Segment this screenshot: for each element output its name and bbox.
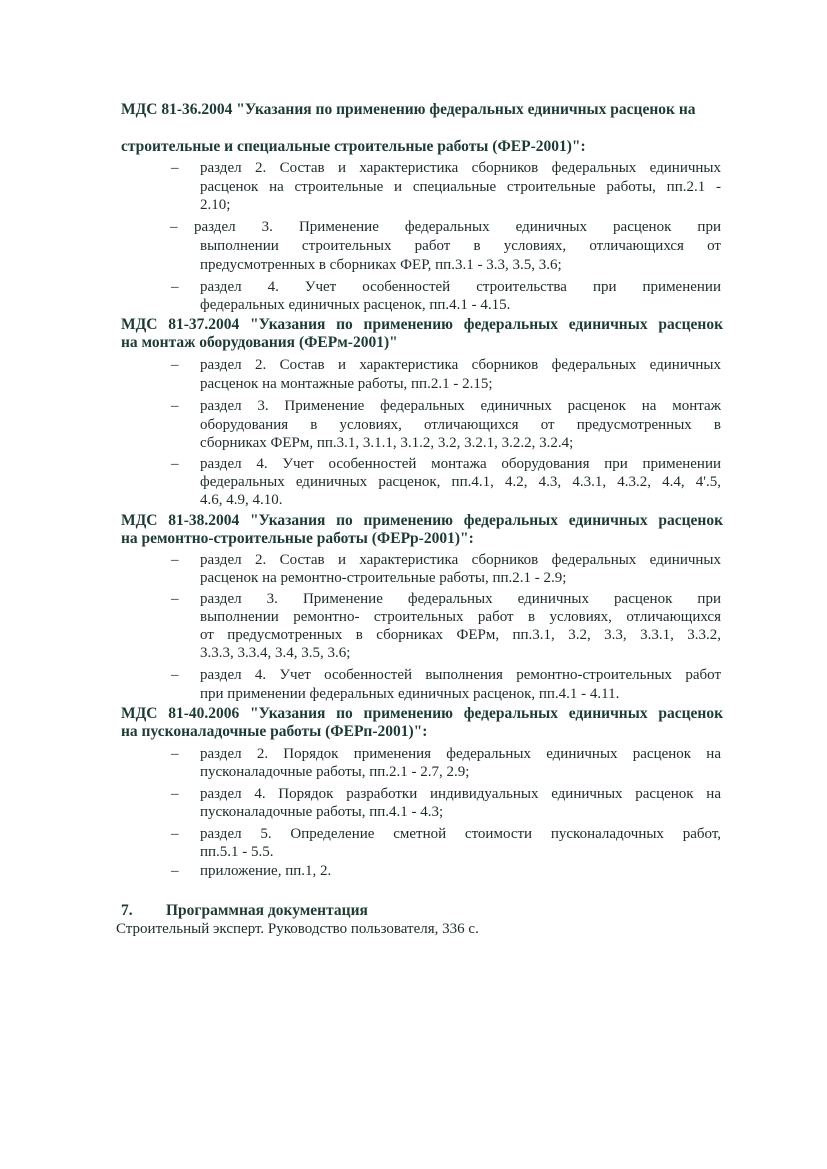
mds-36-heading-line-1: МДС 81-36.2004 "Указания по применению федеральных единичных расценок на <box>121 101 696 118</box>
list-item-line: выполнении ремонтно- строительных работ в условиях, отличающихся <box>200 609 721 625</box>
list-bullet: – <box>171 552 179 568</box>
list-item-line: от предусмотренных в сборниках ФЕРм, пп.3.1, 3.2, 3.3, 3.3.1, 3.3.2, <box>200 627 721 643</box>
list-item-line: 3.3.3, 3.3.4, 3.4, 3.5, 3.6; <box>200 645 351 661</box>
list-item-line: раздел 3. Применение федеральных единичных расценок при <box>194 219 721 235</box>
section-number: 7. <box>121 902 133 919</box>
list-item-line: раздел 2. Состав и характеристика сборников федеральных единичных <box>200 357 721 373</box>
list-item-line: пусконаладочные работы, пп.4.1 - 4.3; <box>200 804 444 820</box>
list-bullet: – <box>171 160 179 176</box>
list-item-line: при применении федеральных единичных расценок, пп.4.1 - 4.11. <box>200 686 620 702</box>
section-title: Программная документация <box>166 902 368 919</box>
list-item-line: расценок на строительные и специальные строительные работы, пп.2.1 - <box>200 179 721 195</box>
list-bullet: – <box>171 591 179 607</box>
mds-37-heading-line-2: на монтаж оборудования (ФЕРм-2001)" <box>121 334 398 351</box>
list-bullet: – <box>171 786 179 802</box>
mds-36-heading-line-2: строительные и специальные строительные работы (ФЕР-2001)": <box>121 138 586 155</box>
list-item-line: раздел 2. Порядок применения федеральных единичных расценок на <box>200 746 721 762</box>
mds-40-heading-line-1: МДС 81-40.2006 "Указания по применению федеральных единичных расценок <box>121 705 723 722</box>
list-bullet: – <box>171 863 179 879</box>
list-item-line: раздел 4. Учет особенностей выполнения ремонтно-строительных работ <box>200 667 721 683</box>
list-item-line: выполнении строительных работ в условиях, отличающихся от <box>200 238 721 254</box>
list-item-line: пп.5.1 - 5.5. <box>200 844 274 860</box>
list-item-line: пусконаладочные работы, пп.2.1 - 2.7, 2.9; <box>200 764 470 780</box>
list-item-line: сборниках ФЕРм, пп.3.1, 3.1.1, 3.1.2, 3.2, 3.2.1, 3.2.2, 3.2.4; <box>200 435 574 451</box>
mds-40-heading-line-2: на пусконаладочные работы (ФЕРп-2001)": <box>121 723 428 740</box>
list-item-line: раздел 4. Учет особенностей строительства при применении <box>200 279 721 295</box>
list-bullet: – <box>171 456 179 472</box>
list-item-line: 4.6, 4.9, 4.10. <box>200 492 283 508</box>
list-item-line: расценок на монтажные работы, пп.2.1 - 2.15; <box>200 376 493 392</box>
list-bullet: – <box>171 279 179 295</box>
list-bullet: – <box>171 398 179 414</box>
list-item-line: 2.10; <box>200 197 231 213</box>
list-item-line: раздел 2. Состав и характеристика сборников федеральных единичных <box>200 160 721 176</box>
list-item-line: федеральных единичных расценок, пп.4.1, 4.2, 4.3, 4.3.1, 4.3.2, 4.4, 4'.5, <box>200 474 721 490</box>
list-item-line: раздел 3. Применение федеральных единичных расценок на монтаж <box>200 398 721 414</box>
list-item-line: раздел 5. Определение сметной стоимости пусконаладочных работ, <box>200 826 721 842</box>
list-item-line: раздел 3. Применение федеральных единичных расценок при <box>200 591 721 607</box>
list-item-line: приложение, пп.1, 2. <box>200 863 332 879</box>
list-item-line: расценок на ремонтно-строительные работы, пп.2.1 - 2.9; <box>200 570 567 586</box>
list-item-line: предусмотренных в сборниках ФЕР, пп.3.1 - 3.3, 3.5, 3.6; <box>200 257 562 273</box>
list-bullet: – <box>171 746 179 762</box>
list-bullet: – <box>171 357 179 373</box>
list-item-line: раздел 4. Учет особенностей монтажа оборудования при применении <box>200 456 721 472</box>
mds-38-heading-line-2: на ремонтно-строительные работы (ФЕРр-2001)": <box>121 530 474 547</box>
list-bullet: – <box>171 667 179 683</box>
list-bullet: – <box>171 826 179 842</box>
section-text: Строительный эксперт. Руководство пользователя, 336 с. <box>116 921 479 937</box>
list-item-line: раздел 2. Состав и характеристика сборников федеральных единичных <box>200 552 721 568</box>
list-item-line: раздел 4. Порядок разработки индивидуальных единичных расценок на <box>200 786 721 802</box>
list-item-line: оборудования в условиях, отличающихся от предусмотренных в <box>200 417 721 433</box>
list-bullet: – <box>170 219 178 235</box>
mds-37-heading-line-1: МДС 81-37.2004 "Указания по применению федеральных единичных расценок <box>121 316 723 333</box>
mds-38-heading-line-1: МДС 81-38.2004 "Указания по применению федеральных единичных расценок <box>121 512 723 529</box>
list-item-line: федеральных единичных расценок, пп.4.1 - 4.15. <box>200 297 511 313</box>
